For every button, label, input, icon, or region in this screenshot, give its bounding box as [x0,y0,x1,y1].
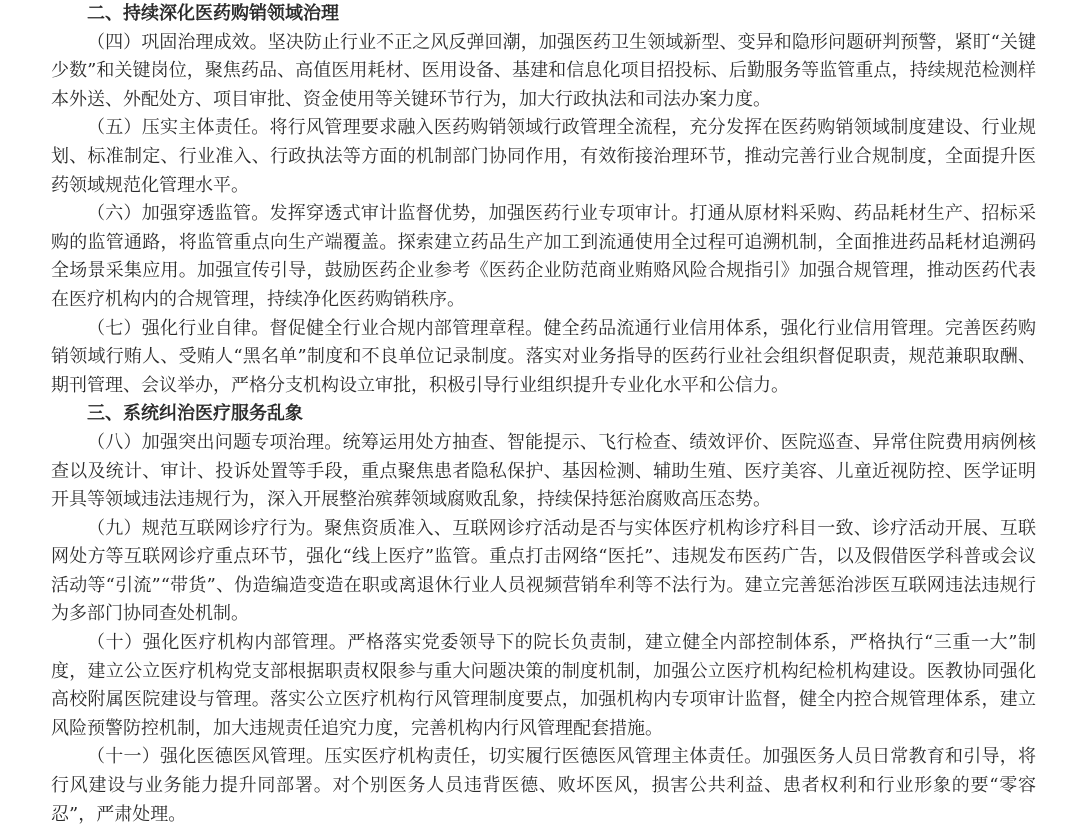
paragraph: （七）强化行业自律。督促健全行业合规内部管理章程。健全药品流通行业信用体系，强化行业信用管理。完善医药购销领域行贿人、受贿人“黑名单”制度和不良单位记录制度。落实对业务指导的医药行业社会组织督促职责，规范兼职取酬、期刊管理、会议举办，严格分支机构设立审批，积极引导行业组织提升专业化水平和公信力。 [51,317,1036,396]
section-heading: 三、系统纠治医疗服务乱象 [87,403,303,425]
section-heading: 二、持续深化医药购销领域治理 [87,3,339,24]
paragraph: （十）强化医疗机构内部管理。严格落实党委领导下的院长负责制，建立健全内部控制体系，严格执行“三重一大”制度，建立公立医疗机构党支部根据职责权限参与重大问题决策的制度机制，加强公立医疗机构纪检机构建设。医教协同强化高校附属医院建设与管理。落实公立医疗机构行风管理制度要点，加强机构内专项审计监督，健全内控合规管理体系，建立风险预警防控机制，加大违规责任追究力度，完善机构内行风管理配套措施。 [51,632,1036,739]
paragraph: （九）规范互联网诊疗行为。聚焦资质准入、互联网诊疗活动是否与实体医疗机构诊疗科目一致、诊疗活动开展、互联网处方等互联网诊疗重点环节，强化“线上医疗”监管。重点打击网络“医托”、违规发布医药广告，以及假借医学科普或会议活动等“引流”“带货”、伪造编造变造在职或离退休行业人员视频营销牟利等不法行为。建立完善惩治涉医互联网违法违规行为多部门协同查处机制。 [51,517,1036,625]
paragraph: （六）加强穿透监管。发挥穿透式审计监督优势，加强医药行业专项审计。打通从原材料采购、药品耗材生产、招标采购的监管通路，将监管重点向生产端覆盖。探索建立药品生产加工到流通使用全过程可追溯机制，全面推进药品耗材追溯码全场景采集应用。加强宣传引导，鼓励医药企业参考《医药企业防范商业贿赂风险合规指引》加强合规管理，推动医药代表在医疗机构内的合规管理，持续净化医药购销秩序。 [51,203,1036,310]
paragraph: （五）压实主体责任。将行风管理要求融入医药购销领域行政管理全流程，充分发挥在医药购销领域制度建设、行业规划、标准制定、行业准入、行政执法等方面的机制部门协同作用，有效衔接治理环节，推动完善行业合规制度，全面提升医药领域规范化管理水平。 [51,117,1036,196]
paragraph: （四）巩固治理成效。坚决防止行业不正之风反弹回潮，加强医药卫生领域新型、变异和隐形问题研判预警，紧盯“关键少数”和关键岗位，聚焦药品、高值医用耗材、医用设备、基建和信息化项目招投标、后勤服务等监管重点，持续规范检测样本外送、外配处方、项目审批、资金使用等关键环节行为，加大行政执法和司法办案力度。 [51,31,1036,110]
paragraph: （八）加强突出问题专项治理。统筹运用处方抽查、智能提示、飞行检查、绩效评价、医院巡查、异常住院费用病例核查以及统计、审计、投诉处置等手段，重点聚焦患者隐私保护、基因检测、辅助生殖、医疗美容、儿童近视防控、医学证明开具等领域违法违规行为，深入开展整治殡葬领域腐败乱象，持续保持惩治腐败高压态势。 [51,431,1036,511]
paragraph: （十一）强化医德医风管理。压实医疗机构责任，切实履行医德医风管理主体责任。加强医务人员日常教育和引导，将行风建设与业务能力提升同部署。对个别医务人员违背医德、败坏医风，损害公共利益、患者权利和行业形象的要“零容忍”，严肃处理。 [51,746,1036,825]
